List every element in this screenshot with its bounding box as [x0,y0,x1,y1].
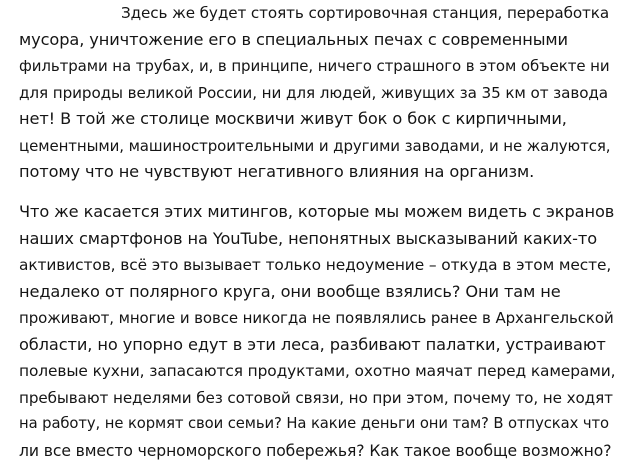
text-line: на работу, не кормят свои семьи? На какие деньги они там? В отпусках что [19,415,609,432]
text-line: фильтрами на трубах, и, в принципе, ничего страшного в этом объекте ни [19,57,610,75]
text-line: активистов, всё это вызывает только недоумение – откуда в этом месте, [19,256,612,274]
text-line: пребывают неделями без сотовой связи, но при этом, почему то, не ходят [19,388,613,407]
text-line: нет! В той же столице москвичи живут бок о бок с кирпичными, [19,109,567,128]
text-line: Здесь же будет стоять сортировочная станция, переработка [121,4,610,22]
text-line: для природы великой России, ни для людей, живущих за 35 км от завода [19,83,609,102]
paragraph-protests [19,199,615,464]
text-line: области, но упорно едут в эти леса, разбивают палатки, устраивают [19,334,606,354]
text-line: ли все вместо черноморского побережья? Как такое вообще возможно? [19,441,612,460]
text-line: цементными, машиностроительными и другими заводами, и не жалуются, [19,136,611,155]
text-line: полевые кухни, запасаются продуктами, охотно маячат перед камерами, [19,362,616,380]
text-line: недалеко от полярного круга, они вообще взялись? Они там не [19,281,561,301]
paragraph-landfill-description [19,0,615,186]
text-line: мусора, уничтожение его в специальных печах с современными [19,29,568,49]
text-line: Что же касается этих митингов, которые мы можем видеть с экранов [19,202,615,221]
text-line: потому что не чувствуют негативного влияния на организм. [19,162,535,181]
text-line: наших смартфонов на YouTube, непонятных высказываний каких-то [19,228,598,248]
text-line: проживают, многие и вовсе никогда не появлялись ранее в Архангельской [19,309,614,327]
